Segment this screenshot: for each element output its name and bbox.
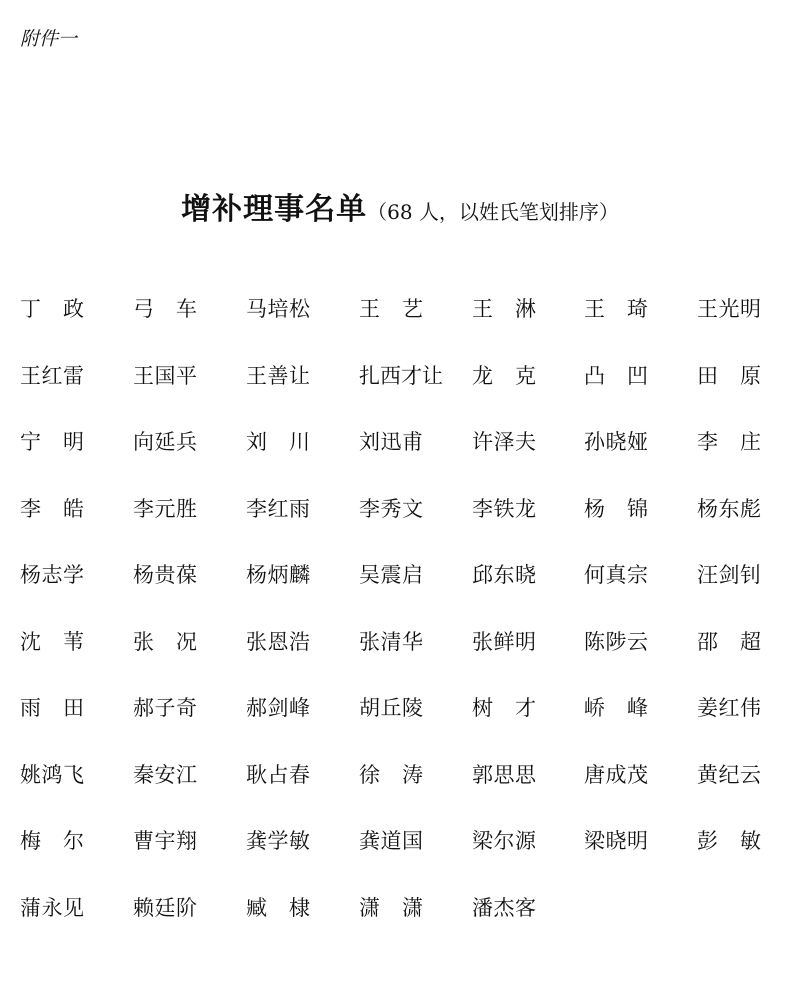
- name-entry: 龙 克: [472, 363, 536, 388]
- name-entry: 树 才: [472, 696, 536, 720]
- name-entry: 雨 田: [20, 696, 84, 720]
- name-row: [20, 692, 800, 759]
- name-entry: 孙晓娅: [584, 430, 648, 454]
- name-entry: 刘迅甫: [359, 430, 423, 454]
- name-row: [20, 626, 800, 693]
- name-entry: 峤 峰: [584, 696, 648, 720]
- name-entry: 刘 川: [246, 430, 310, 454]
- name-row: [20, 559, 800, 626]
- name-entry: 李铁龙: [472, 496, 536, 521]
- name-entry: 王 艺: [359, 297, 423, 321]
- title-note: （68 人，以姓氏笔划排序）: [367, 200, 619, 224]
- name-entry: 郝剑峰: [246, 696, 310, 720]
- name-entry: 王 淋: [472, 297, 536, 321]
- name-entry: 秦安江: [133, 762, 197, 787]
- name-entry: 徐 涛: [359, 762, 423, 787]
- name-entry: 胡丘陵: [359, 696, 423, 720]
- name-entry: 梅 尔: [20, 829, 84, 853]
- name-entry: 田 原: [697, 363, 761, 388]
- name-entry: 龚道国: [359, 829, 423, 853]
- name-row: [20, 892, 800, 959]
- attachment-label: 附件一: [20, 28, 78, 50]
- name-entry: 郭思思: [472, 762, 536, 787]
- name-row: [20, 360, 800, 427]
- name-entry: 向延兵: [133, 430, 197, 454]
- name-entry: 沈 苇: [20, 629, 84, 654]
- name-entry: 张鲜明: [472, 629, 536, 654]
- name-entry: 李元胜: [133, 496, 197, 521]
- name-entry: 龚学敏: [246, 829, 310, 853]
- name-entry: 许泽夫: [472, 430, 536, 454]
- name-entry: 杨炳麟: [246, 563, 310, 587]
- name-row: [20, 293, 800, 360]
- name-entry: 扎西才让: [359, 363, 443, 388]
- name-entry: 汪剑钊: [697, 563, 761, 587]
- name-entry: 王 琦: [584, 297, 648, 321]
- name-entry: 唐成茂: [584, 762, 648, 787]
- name-entry: 李红雨: [246, 496, 310, 521]
- name-entry: 王红雷: [20, 363, 84, 388]
- name-row: [20, 426, 800, 493]
- name-entry: 姜红伟: [697, 696, 761, 720]
- name-entry: 马培松: [246, 297, 310, 321]
- name-row: [20, 825, 800, 892]
- name-entry: 梁尔源: [472, 829, 536, 853]
- name-entry: 潘杰客: [472, 895, 536, 920]
- name-row: [20, 493, 800, 560]
- name-entry: 潇 潇: [359, 895, 423, 920]
- name-entry: 弓 车: [133, 297, 197, 321]
- name-entry: 丁 政: [20, 297, 84, 321]
- name-entry: 何真宗: [584, 563, 648, 587]
- name-entry: 姚鸿飞: [20, 762, 84, 787]
- name-entry: 杨贵葆: [133, 563, 197, 587]
- name-entry: 凸 凹: [584, 363, 648, 388]
- name-entry: 王国平: [133, 363, 197, 388]
- name-entry: 邵 超: [697, 629, 761, 654]
- name-row: [20, 759, 800, 826]
- name-entry: 杨志学: [20, 563, 84, 587]
- name-entry: 赖廷阶: [133, 895, 197, 920]
- name-entry: 王光明: [697, 297, 761, 321]
- name-entry: 杨东彪: [697, 496, 761, 521]
- name-entry: 李 皓: [20, 496, 84, 521]
- name-entry: 臧 棣: [246, 895, 310, 920]
- page-title: [0, 184, 800, 228]
- name-entry: 杨 锦: [584, 496, 648, 521]
- name-entry: 宁 明: [20, 430, 84, 454]
- name-entry: 彭 敏: [697, 829, 761, 853]
- name-entry: 邱东晓: [472, 563, 536, 587]
- name-entry: 曹宇翔: [133, 829, 197, 853]
- name-list: [20, 293, 800, 958]
- name-entry: 黄纪云: [697, 762, 761, 787]
- name-entry: 张 况: [133, 629, 197, 654]
- name-entry: 王善让: [246, 363, 310, 388]
- name-entry: 张恩浩: [246, 629, 310, 654]
- name-entry: 耿占春: [246, 762, 310, 787]
- name-entry: 梁晓明: [584, 829, 648, 853]
- name-entry: 吴震启: [359, 563, 423, 587]
- name-entry: 蒲永见: [20, 895, 84, 920]
- name-entry: 陈陟云: [584, 629, 648, 654]
- name-entry: 郝子奇: [133, 696, 197, 720]
- name-entry: 张清华: [359, 629, 423, 654]
- title-main: 增补理事名单: [181, 192, 368, 227]
- name-entry: 李 庄: [697, 430, 761, 454]
- name-entry: 李秀文: [359, 496, 423, 521]
